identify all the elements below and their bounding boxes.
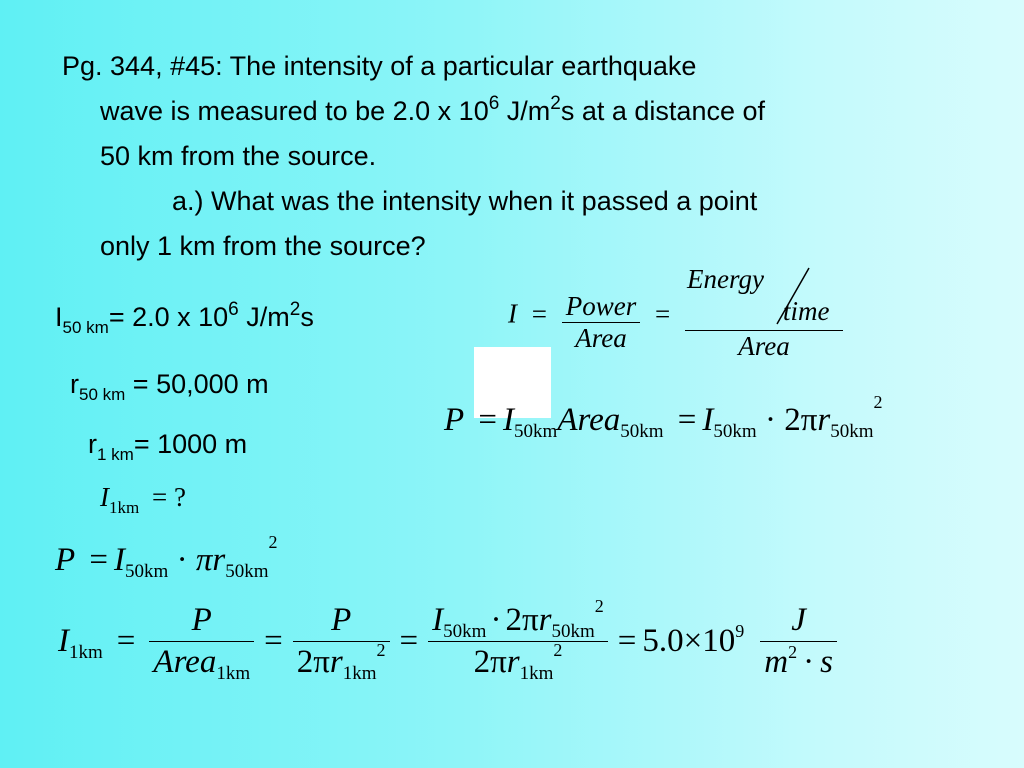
eq-p50-I-2-sub bbox=[713, 421, 756, 442]
eq-final-frac-2-r-sub bbox=[343, 663, 377, 684]
eq-final-lhs-I: I bbox=[58, 623, 69, 659]
eq-final-frac-3-den bbox=[470, 640, 567, 684]
eq-ppi-r-sub-text: 50km bbox=[225, 561, 269, 582]
equation-power-pi bbox=[55, 532, 278, 582]
eq-p50-area-sub bbox=[620, 421, 663, 442]
problem-line-1-text: Pg. 344, #45: The intensity of a particular earthquake bbox=[62, 51, 697, 81]
eq-final-frac-2-den bbox=[293, 640, 390, 684]
eq-final-unit-den bbox=[760, 642, 837, 681]
eq-final-frac-1-area-sub bbox=[216, 663, 250, 684]
eq-ppi-exponent: 2 bbox=[268, 532, 278, 552]
eq-ppi-I-sub bbox=[125, 561, 168, 582]
given-i50-value: = 2.0 x 10 bbox=[108, 302, 229, 332]
eq-p50-two-pi: 2π bbox=[784, 402, 818, 438]
eq-final-frac-3-I: I bbox=[432, 602, 444, 638]
eq-def-lhs: I bbox=[508, 298, 517, 329]
eq-ppi-dot: · bbox=[176, 542, 188, 578]
eq-final-equals-4: = bbox=[617, 623, 637, 659]
eq-final-frac-2-exp: 2 bbox=[376, 640, 386, 660]
eq-def-time: time bbox=[782, 296, 830, 326]
eq-final-lhs-sub bbox=[69, 642, 103, 663]
part-a-line-1-text: a.) What was the intensity when it passed a point bbox=[172, 186, 758, 216]
eq-final-unit-s: s bbox=[820, 644, 833, 680]
problem-line-2-mid: J/m bbox=[499, 96, 551, 126]
eq-p50-equals-2: = bbox=[677, 402, 697, 438]
eq-p50-dot: · bbox=[764, 402, 776, 438]
eq-final-frac-3-den-r-sub-text: 1km bbox=[519, 663, 554, 684]
eq-final-unit-num: J bbox=[791, 602, 806, 638]
eq-final-frac-1-num: P bbox=[191, 602, 212, 638]
given-r50 bbox=[70, 369, 269, 404]
eq-final-frac-1-den bbox=[149, 642, 254, 684]
eq-p50-I-2-sub-text: 50km bbox=[713, 421, 757, 442]
problem-statement bbox=[62, 44, 962, 269]
given-i50-unit-exponent: 2 bbox=[289, 299, 301, 320]
eq-ppi-r-sub bbox=[225, 561, 268, 582]
eq-final-frac-3-exp: 2 bbox=[594, 596, 604, 616]
eq-final-frac-3-two-pi: 2π bbox=[505, 602, 539, 638]
eq-p50-r: r bbox=[817, 402, 831, 438]
given-i50 bbox=[55, 299, 314, 337]
given-r50-subscript: 50 km bbox=[79, 385, 126, 404]
eq-final-equals-2: = bbox=[264, 623, 283, 659]
eq-final-frac-3-I-sub bbox=[443, 621, 486, 642]
eq-final-unit-m: m bbox=[764, 644, 789, 680]
eq-p50-P: P bbox=[444, 402, 465, 438]
eq-p50-area: Area bbox=[557, 402, 621, 438]
eq-unknown-sub-text: 1km bbox=[109, 498, 140, 517]
part-a-line-1 bbox=[62, 179, 962, 224]
eq-p50-r-sub-text: 50km bbox=[830, 421, 874, 442]
given-i50-symbol: I bbox=[55, 302, 63, 332]
eq-p50-equals-1: = bbox=[478, 402, 498, 438]
given-r1-symbol: r bbox=[88, 429, 97, 459]
eq-def-power-fraction bbox=[562, 291, 641, 354]
eq-final-unit-fraction bbox=[760, 602, 837, 681]
eq-p50-I: I bbox=[503, 402, 515, 438]
eq-final-frac-3-r-sub-text: 50km bbox=[551, 621, 595, 642]
given-r1-subscript: 1 km bbox=[97, 445, 134, 464]
eq-p50-I-2: I bbox=[702, 402, 714, 438]
eq-final-frac-3-I-sub-text: 50km bbox=[443, 621, 487, 642]
eq-ppi-I: I bbox=[114, 542, 126, 578]
eq-final-lhs-sub-text: 1km bbox=[69, 642, 103, 663]
eq-final-result bbox=[642, 623, 744, 660]
eq-p50-I-sub-text: 50km bbox=[514, 421, 558, 442]
given-r1 bbox=[88, 429, 248, 464]
part-a-line-2-text: only 1 km from the source? bbox=[100, 231, 426, 261]
eq-final-frac-1 bbox=[149, 602, 254, 684]
equation-intensity-definition bbox=[508, 266, 843, 362]
eq-unknown-sub bbox=[109, 498, 139, 517]
eq-def-area-denominator: Area bbox=[738, 331, 790, 361]
eq-final-unit-dot: · bbox=[803, 644, 815, 680]
eq-final-frac-1-area-sub-text: 1km bbox=[216, 663, 251, 684]
problem-line-3 bbox=[62, 134, 962, 179]
eq-final-unit-exp: 2 bbox=[788, 642, 798, 662]
eq-def-equals-2: = bbox=[654, 298, 671, 329]
eq-final-frac-2-num: P bbox=[331, 602, 352, 638]
problem-line-2-exponent: 6 bbox=[488, 93, 500, 114]
eq-ppi-pi-r: πr bbox=[195, 542, 226, 578]
eq-def-energy-fraction bbox=[685, 264, 843, 362]
eq-final-frac-3-den-exp: 2 bbox=[553, 640, 563, 660]
eq-def-energy-time bbox=[685, 264, 843, 330]
eq-unknown-rhs: = ? bbox=[151, 482, 186, 512]
eq-ppi-P: P bbox=[55, 542, 76, 578]
eq-final-frac-2-r: r bbox=[329, 644, 343, 680]
eq-final-frac-3-den-two-pi: 2π bbox=[473, 644, 507, 680]
eq-def-energy: Energy bbox=[686, 264, 764, 294]
eq-final-equals-1: = bbox=[116, 623, 136, 659]
problem-line-2 bbox=[62, 89, 962, 134]
eq-final-equals-3: = bbox=[399, 623, 419, 659]
given-i50-unit-post: s bbox=[300, 302, 314, 332]
eq-final-frac-2-r-sub-text: 1km bbox=[342, 663, 377, 684]
eq-p50-area-sub-text: 50km bbox=[620, 421, 664, 442]
eq-final-result-exp: 9 bbox=[735, 621, 745, 641]
given-r50-value: = 50,000 m bbox=[125, 369, 269, 399]
eq-def-power-denominator: Area bbox=[575, 322, 627, 353]
eq-final-frac-2 bbox=[293, 602, 390, 684]
eq-final-frac-3-den-r-sub bbox=[520, 663, 554, 684]
eq-unknown-I: I bbox=[100, 482, 109, 512]
given-r1-value: = 1000 m bbox=[133, 429, 248, 459]
eq-final-frac-3-num bbox=[428, 596, 608, 642]
eq-final-frac-1-area: Area bbox=[153, 644, 217, 680]
equation-power-50km bbox=[444, 392, 883, 442]
given-r50-symbol: r bbox=[70, 369, 79, 399]
equation-final bbox=[58, 596, 837, 684]
problem-line-1 bbox=[62, 44, 962, 89]
eq-final-frac-3-r: r bbox=[538, 602, 552, 638]
problem-line-2-exponent-2: 2 bbox=[550, 93, 561, 114]
eq-final-frac-3 bbox=[428, 596, 608, 684]
eq-p50-r-sub bbox=[830, 421, 873, 442]
equation-unknown bbox=[100, 482, 186, 517]
given-i50-subscript: 50 km bbox=[62, 318, 109, 337]
eq-final-frac-3-r-sub bbox=[551, 621, 594, 642]
eq-final-frac-2-two-pi: 2π bbox=[296, 644, 330, 680]
eq-ppi-I-sub-text: 50km bbox=[125, 561, 169, 582]
given-i50-unit: J/m bbox=[238, 302, 290, 332]
eq-p50-exponent: 2 bbox=[873, 392, 883, 412]
eq-final-frac-3-dot: · bbox=[490, 602, 502, 638]
part-a-line-2 bbox=[62, 224, 962, 269]
eq-ppi-equals: = bbox=[89, 542, 109, 578]
problem-line-2-post: s at a distance of bbox=[560, 96, 765, 126]
eq-def-equals-1: = bbox=[531, 298, 547, 329]
problem-line-2-pre: wave is measured to be 2.0 x 10 bbox=[100, 96, 489, 126]
given-i50-exponent: 6 bbox=[228, 299, 239, 320]
eq-def-power-numerator: Power bbox=[565, 290, 637, 321]
problem-line-3-text: 50 km from the source. bbox=[100, 141, 377, 171]
eq-final-frac-3-den-r: r bbox=[506, 644, 520, 680]
eq-p50-I-sub bbox=[514, 421, 557, 442]
eq-final-result-value: 5.0×10 bbox=[642, 623, 736, 659]
eq-final-lhs bbox=[58, 623, 103, 663]
